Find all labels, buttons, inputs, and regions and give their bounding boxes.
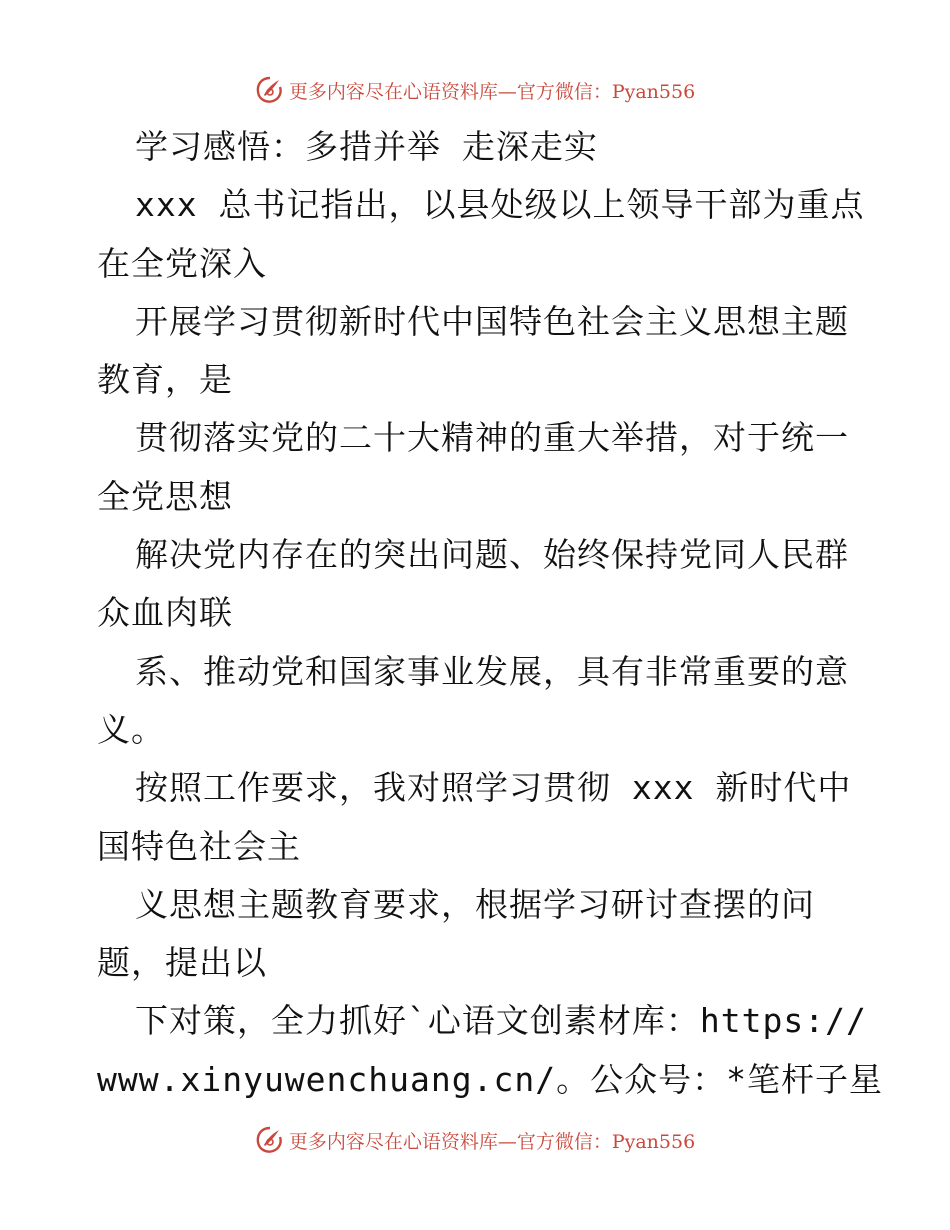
document-line: 在全党深入 — [97, 243, 267, 283]
document-line: 义。 — [97, 709, 165, 749]
document-line: 系、推动党和国家事业发展，具有非常重要的意 — [135, 651, 849, 691]
document-line: 义思想主题教育要求，根据学习研讨查摆的问 — [135, 884, 815, 924]
footer-banner — [0, 1122, 950, 1158]
document-line: 全党思想 — [97, 476, 233, 516]
document-line: 下对策，全力抓好`心语文创素材库：https:// — [135, 1001, 867, 1041]
document-line: 教育，是 — [97, 360, 233, 400]
quill-logo-icon — [255, 1125, 285, 1155]
document-line: 国特色社会主 — [97, 826, 301, 866]
document-line: xxx 总书记指出，以县处级以上领导干部为重点 — [135, 185, 865, 225]
document-line: 学习感悟：多措并举 走深走实 — [135, 127, 598, 166]
document-line: 题，提出以 — [97, 943, 267, 983]
quill-logo-icon — [255, 75, 285, 105]
document-line: 开展学习贯彻新时代中国特色社会主义思想主题 — [135, 301, 849, 341]
document-line: 按照工作要求，我对照学习贯彻 xxx 新时代中 — [135, 768, 852, 808]
document-body — [97, 118, 883, 1109]
document-line: www.xinyuwenchuang.cn/。公众号：*笔杆子星 — [97, 1059, 883, 1099]
document-line: 众血肉联 — [97, 593, 233, 633]
document-line: 解决党内存在的突出问题、始终保持党同人民群 — [135, 535, 849, 575]
footer-banner-text: 更多内容尽在心语资料库—官方微信：Pyan556 — [288, 1130, 696, 1153]
header-banner-text: 更多内容尽在心语资料库—官方微信：Pyan556 — [288, 80, 696, 103]
header-banner — [0, 72, 950, 108]
document-line: 贯彻落实党的二十大精神的重大举措，对于统一 — [135, 418, 849, 458]
